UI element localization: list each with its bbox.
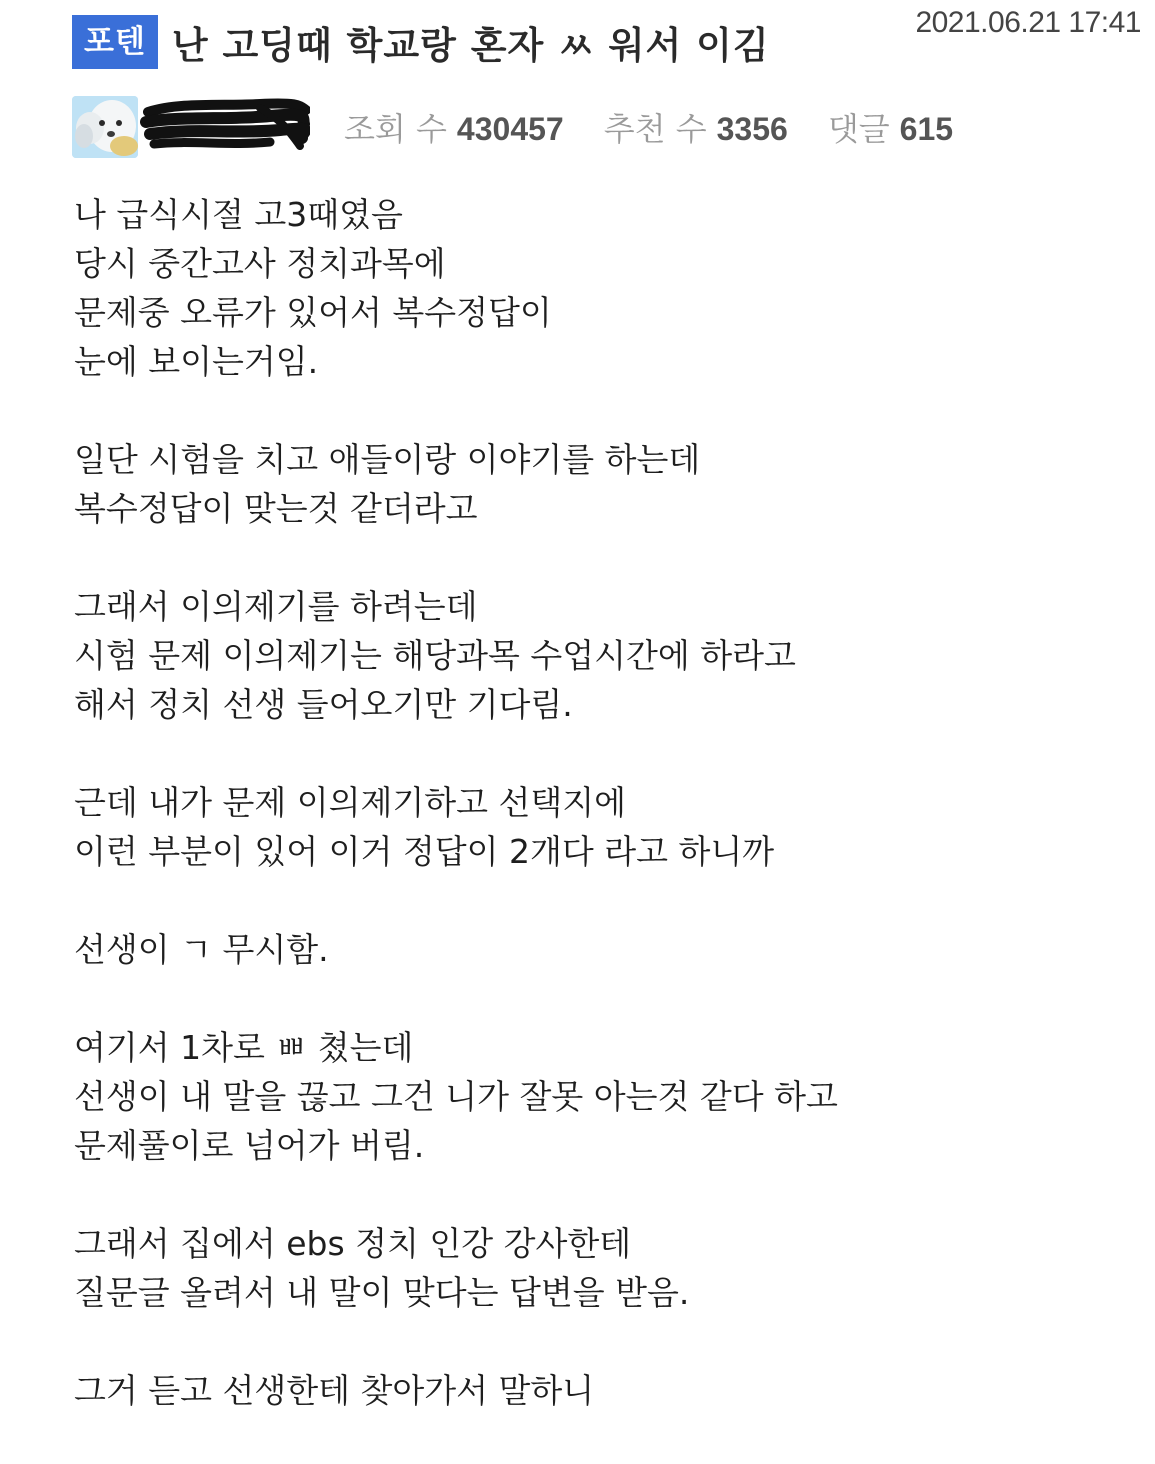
body-line: 선생이 내 말을 끊고 그건 니가 잘못 아는것 같다 하고	[74, 1077, 838, 1116]
body-paragraph	[74, 1023, 1114, 1170]
body-paragraph	[74, 778, 1114, 876]
comments-label: 댓글	[827, 110, 890, 148]
body-line: 여기서 1차로 ㅃ 쳤는데	[74, 1028, 414, 1067]
avatar[interactable]	[72, 96, 138, 158]
body-line: 선생이 ㄱ 무시함.	[74, 930, 329, 969]
views-value: 430457	[456, 111, 564, 147]
body-line: 복수정답이 맞는것 같더라고	[74, 489, 478, 528]
comments-stat[interactable]	[828, 104, 953, 150]
body-line: 일단 시험을 치고 애들이랑 이야기를 하는데	[74, 440, 701, 479]
body-paragraph	[74, 582, 1114, 729]
post-title: 난 고딩때 학교랑 혼자 ㅆ 워서 이김	[171, 24, 770, 67]
board-tag[interactable]: 포텐	[72, 15, 158, 69]
redacted-nickname	[140, 98, 310, 156]
body-line: 근데 내가 문제 이의제기하고 선택지에	[74, 783, 627, 822]
recommend-stat	[604, 104, 788, 150]
body-paragraph	[74, 190, 1114, 386]
post-body	[74, 190, 1114, 1464]
body-line: 해서 정치 선생 들어오기만 기다림.	[74, 685, 573, 724]
body-line: 문제중 오류가 있어서 복수정답이	[74, 293, 552, 332]
recommend-label: 추천 수	[603, 110, 707, 148]
post-date: 2021.06.21 17:41	[915, 6, 1141, 39]
views-label: 조회 수	[344, 110, 447, 148]
body-paragraph	[74, 1366, 1114, 1415]
body-line: 시험 문제 이의제기는 해당과목 수업시간에 하라고	[74, 636, 796, 675]
body-line: 문제풀이로 넘어가 버림.	[74, 1126, 425, 1165]
white-dog-avatar-icon	[72, 96, 138, 158]
body-line: 나 급식시절 고3때였음	[74, 195, 403, 234]
body-line: 그래서 집에서 ebs 정치 인강 강사한테	[74, 1224, 632, 1263]
post-meta-row	[72, 92, 972, 162]
body-line: 눈에 보이는거임.	[74, 342, 319, 381]
body-paragraph	[74, 435, 1114, 533]
body-line: 당시 중간고사 정치과목에	[74, 244, 446, 283]
body-line: 이런 부분이 있어 이거 정답이 2개다 라고 하니까	[74, 832, 775, 871]
body-line: 그래서 이의제기를 하려는데	[74, 587, 478, 626]
views-stat	[344, 104, 564, 150]
recommend-value: 3356	[716, 111, 788, 147]
body-line: 그거 듣고 선생한테 찾아가서 말하니	[74, 1371, 595, 1410]
post-stats	[344, 104, 993, 150]
comments-value: 615	[899, 111, 954, 147]
body-line: 질문글 올려서 내 말이 맞다는 답변을 받음.	[74, 1273, 690, 1312]
body-paragraph	[74, 925, 1114, 974]
redacted-nickname-scribble-icon	[140, 98, 310, 156]
body-paragraph	[74, 1219, 1114, 1317]
